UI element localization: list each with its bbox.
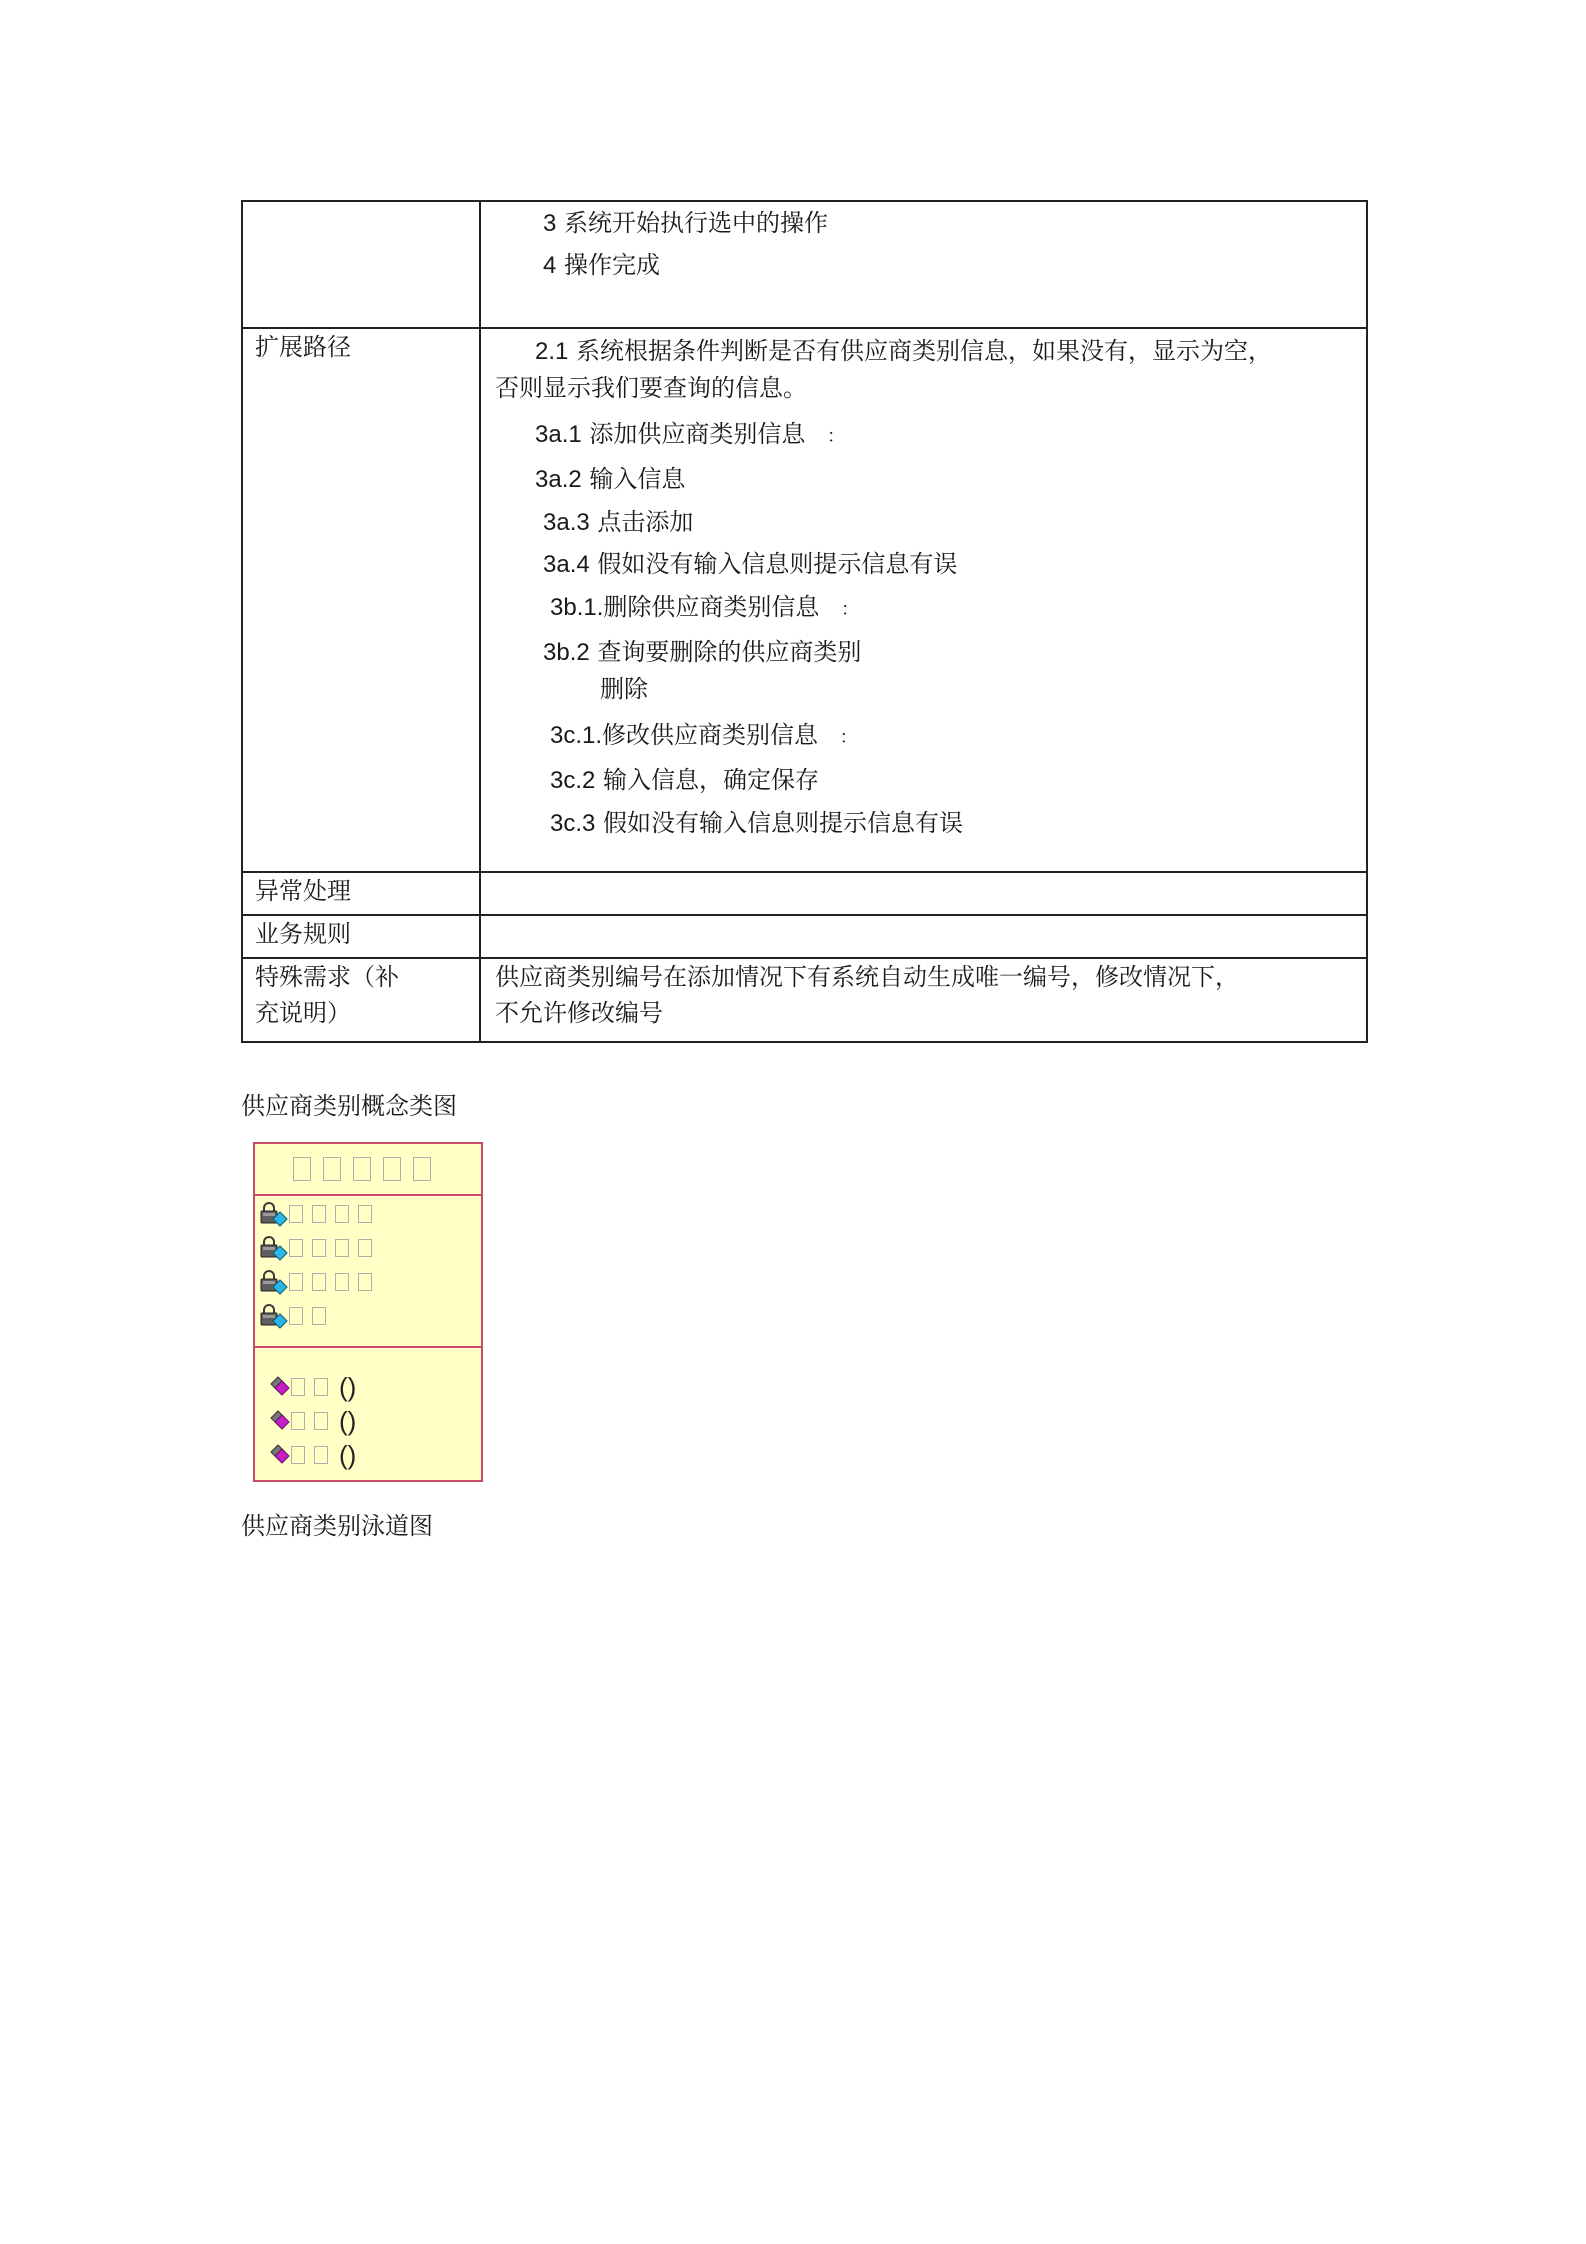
title-glyph [383,1157,401,1181]
table-row [242,958,1367,1042]
attribute-glyph [312,1205,326,1223]
operation-parens: () [339,1405,357,1436]
attribute-glyph [335,1205,349,1223]
extension-step: 3c.1.修改供应商类别信息 ： [550,721,858,749]
operation-glyph [314,1446,328,1464]
uml-attribute-row [259,1233,381,1263]
operation-glyph [291,1446,305,1464]
extension-step: 3a.2 输入信息 [535,465,686,493]
operation-glyph [314,1412,328,1430]
uml-attribute-row [259,1267,381,1297]
attribute-glyph [358,1239,372,1257]
table-row [242,915,1367,958]
uml-attribute-row [259,1301,335,1331]
attribute-lock-icon [259,1269,289,1295]
title-glyph [323,1157,341,1181]
row-label-empty [242,201,480,328]
main-flow-cell [480,201,1367,328]
table-row [242,201,1367,328]
title-glyph [293,1157,311,1181]
operation-diamond-icon [269,1444,291,1466]
row-label-business-rules: 业务规则 [242,915,480,958]
operation-parens: () [339,1439,357,1470]
extension-step-cont: 删除 [600,675,648,703]
uml-operation-row [269,1372,356,1402]
attribute-glyph [358,1205,372,1223]
uml-attribute-row [259,1199,381,1229]
operation-glyph [314,1378,328,1396]
extension-step: 3c.2 输入信息，确定保存 [550,766,820,794]
operation-glyph [291,1412,305,1430]
flow-step: 4 操作完成 [543,251,660,279]
uml-operation-row [269,1406,356,1436]
title-glyph [413,1157,431,1181]
attribute-glyph [358,1273,372,1291]
attribute-lock-icon [259,1235,289,1261]
uml-operations [255,1348,481,1480]
special-requirements-cell: 供应商类别编号在添加情况下有系统自动生成唯一编号，修改情况下， 不允许修改编号 [480,958,1367,1042]
swimlane-caption: 供应商类别泳道图 [241,1512,433,1540]
attribute-glyph [312,1307,326,1325]
operation-diamond-icon [269,1376,291,1398]
uml-attributes [255,1196,481,1348]
operation-glyph [291,1378,305,1396]
extension-intro: 2.1 系统根据条件判断是否有供应商类别信息，如果没有，显示为空， [535,337,1273,365]
attribute-lock-icon [259,1201,289,1227]
attribute-glyph [335,1273,349,1291]
use-case-table [241,200,1368,1043]
extension-step: 3a.3 点击添加 [543,508,694,536]
extension-path-cell [480,328,1367,872]
uml-class-title [255,1144,481,1196]
extension-step: 3a.4 假如没有输入信息则提示信息有误 [543,550,958,578]
title-glyph [353,1157,371,1181]
extension-step: 3b.1.删除供应商类别信息 ： [550,593,860,621]
business-rules-cell [480,915,1367,958]
row-label-exception: 异常处理 [242,872,480,915]
flow-step: 3 系统开始执行选中的操作 [543,209,828,237]
uml-class-box [253,1142,483,1482]
extension-step: 3a.1 添加供应商类别信息 ： [535,420,845,448]
exception-cell [480,872,1367,915]
attribute-glyph [289,1239,303,1257]
uml-operation-row [269,1440,356,1470]
row-label-extension-path: 扩展路径 [242,328,480,872]
extension-step: 3c.3 假如没有输入信息则提示信息有误 [550,809,964,837]
attribute-glyph [289,1273,303,1291]
attribute-glyph [335,1239,349,1257]
table-row [242,328,1367,872]
attribute-glyph [312,1239,326,1257]
attribute-glyph [312,1273,326,1291]
table-row [242,872,1367,915]
extension-step: 3b.2 查询要删除的供应商类别 [543,638,862,666]
attribute-glyph [289,1205,303,1223]
class-diagram-caption: 供应商类别概念类图 [241,1092,457,1120]
row-label-special-requirements: 特殊需求（补 充说明） [242,958,480,1042]
operation-parens: () [339,1371,357,1402]
attribute-glyph [289,1307,303,1325]
attribute-lock-icon [259,1303,289,1329]
extension-intro-cont: 否则显示我们要查询的信息。 [495,374,807,402]
operation-diamond-icon [269,1410,291,1432]
